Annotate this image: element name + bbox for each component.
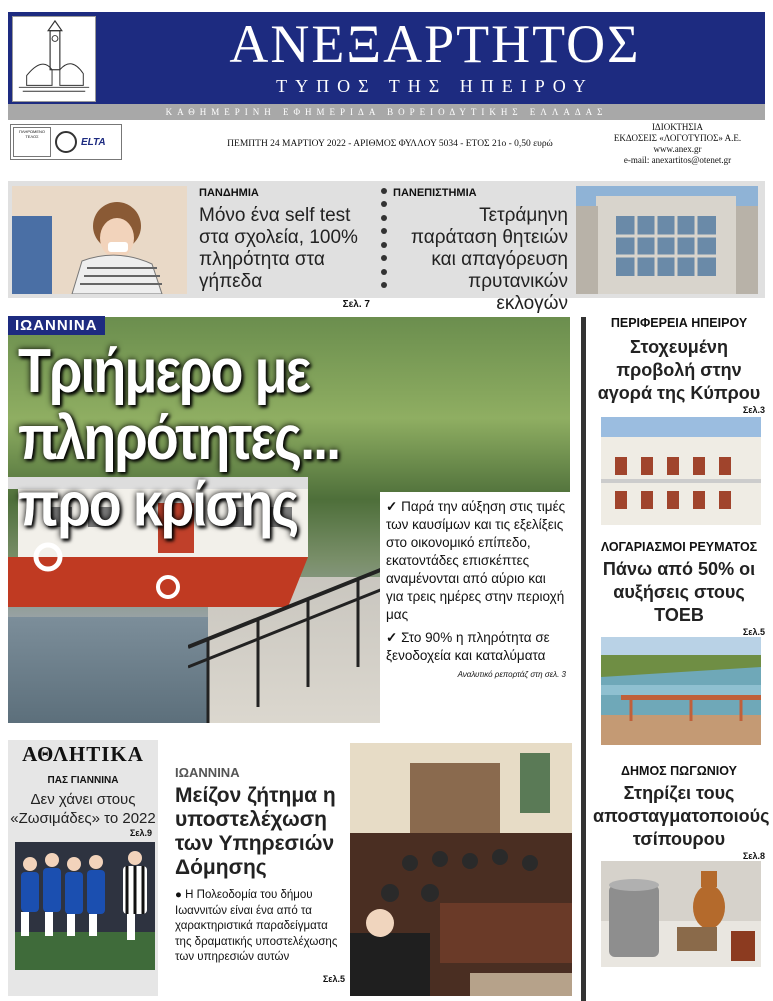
mid-story[interactable]: [175, 765, 345, 984]
masthead-subtitle: ΤΥΠΟΣ ΤΗΣ ΗΠΕΙΡΟΥ: [276, 76, 594, 96]
seal-icon: [55, 131, 77, 153]
sports-kicker: ΠΑΣ ΓΙΑΝΝΙΝΑ: [47, 775, 119, 786]
story-page: Σελ.8: [742, 851, 765, 861]
issue-line: ΠΕΜΠΤΗ 24 ΜΑΡΤΙΟΥ 2022 - ΑΡΙΘΜΟΣ ΦΥΛΛΟΥ 5034 - ΕΤΟΣ 21ο - 0,50 ευρώ: [227, 139, 553, 149]
story-headline: Πάνω από 50% οι αυξήσεις στους ΤΟΕΒ: [602, 559, 756, 625]
right-column: [593, 312, 770, 972]
teaser-kicker: ΠΑΝΔΗΜΙΑ: [199, 187, 259, 199]
mid-story-headline: Μείζον ζήτημα η υποστελέχωση των Υπηρεσιών Δόμησης: [175, 784, 336, 879]
teaser-photo-child-mask: [12, 186, 187, 294]
teaser-page: Σελ. 7: [342, 299, 370, 310]
story-page: Σελ.5: [742, 627, 765, 637]
main-story-bullets: [380, 492, 570, 723]
sports-page: Σελ.9: [129, 828, 152, 838]
report-reference[interactable]: Αναλυτικό ρεπορτάζ στη σελ. 3: [457, 670, 566, 679]
logo: [12, 16, 96, 102]
mid-story-kicker: ΙΩΑΝΝΙΝΑ: [175, 765, 240, 780]
publisher-name: ΕΚΔΟΣΕΙΣ «ΛΟΓΟΤΥΠΟΣ» Α.Ε.: [613, 133, 742, 143]
sports-box[interactable]: [8, 740, 158, 996]
story-headline: Στοχευμένη προβολή στην αγορά της Κύπρου: [597, 337, 761, 403]
council-meeting-photo: [350, 743, 572, 996]
mid-story-body-text: Η Πολεοδομία του δήμου Ιωαννιτών είναι ένα από τα χαρακτηριστικά παραδείγματα της δραματικής υποστελέχωσης των υπηρεσιών αυτών: [175, 889, 338, 963]
teaser-photo-university: [576, 186, 758, 294]
bullet-1-text: Παρά την αύξηση στις τιμές των καυσίμων και τις εξελίξεις στο οικονομικό επίπεδο, εκατοντάδες επισκέπτες αναμένονται από αύριο και για τρεις ημέρες στην περιοχή μας: [386, 499, 566, 622]
email-link[interactable]: e-mail: anexartitos@otenet.gr: [623, 155, 732, 165]
teaser-divider: [381, 188, 387, 288]
regional-building-photo: [601, 417, 761, 525]
column-divider: [581, 317, 586, 1001]
masthead-tagline: ΚΑΘΗΜΕΡΙΝΗ ΕΦΗΜΕΡΙΔΑ ΒΟΡΕΙΟΔΥΤΙΚΗΣ ΕΛΛΑΔΑΣ: [8, 104, 765, 120]
story-headline: Στηρίζει τους αποσταγματοποιούς τσίπουρου: [593, 783, 770, 849]
main-headline-line1: Τριήμερο με πληρότητες...: [18, 336, 340, 473]
teaser-headline: Τετράμηνη παράταση θητειών και απαγόρευση πρυτανικών εκλογών: [410, 205, 568, 314]
river: [8, 617, 208, 723]
owner-label: ΙΔΙΟΚΤΗΣΙΑ: [651, 122, 704, 132]
council-photo: [350, 743, 572, 996]
postal-stamp: ΠΛΗΡΩΜΕΝΟ ΤΕΛΟΣ: [13, 127, 51, 157]
ownership-info: [600, 122, 755, 166]
story-page: Σελ.3: [742, 405, 765, 415]
right-story-3[interactable]: [593, 764, 770, 861]
right-story-1[interactable]: [593, 316, 765, 415]
bullet-2: [386, 629, 566, 665]
right-story-2[interactable]: [593, 540, 765, 637]
masthead-title: ΑΝΕΞΑΡΤΗΤΟΣ: [229, 14, 641, 74]
teaser-1[interactable]: [199, 187, 374, 310]
main-headline-line2: προ κρίσης: [18, 470, 298, 540]
website-link[interactable]: www.anex.gr: [653, 144, 702, 154]
mid-story-page: Σελ.5: [322, 973, 345, 984]
teaser-kicker: ΠΑΝΕΠΙΣΤΗΜΙΑ: [393, 187, 477, 199]
check-icon: ✓: [386, 499, 398, 514]
main-story-tag: ΙΩΑΝΝΙΝΑ: [8, 316, 105, 335]
check-icon: ✓: [386, 630, 398, 645]
landmark-logo-icon: [13, 17, 95, 101]
sports-title: ΑΘΛΗΤΙΚΑ: [22, 742, 144, 766]
elta-logo: ELTA: [81, 136, 106, 148]
football-players-photo: [15, 842, 155, 970]
story-kicker: ΠΕΡΙΦΕΡΕΙΑ ΗΠΕΙΡΟΥ: [610, 316, 748, 330]
railing-icon: [188, 547, 388, 723]
bullet-1: [386, 498, 566, 624]
story-kicker: ΔΗΜΟΣ ΠΩΓΩΝΙΟΥ: [621, 764, 737, 778]
distillery-photo: [601, 861, 761, 967]
bullet-2-text: Στο 90% η πληρότητα σε ξενοδοχεία και καταλύματα: [386, 630, 550, 663]
teaser-2[interactable]: [393, 187, 568, 332]
story-kicker: ΛΟΓΑΡΙΑΣΜΟΙ ΡΕΥΜΑΤΟΣ: [600, 540, 758, 554]
child-photo-icon: [12, 186, 187, 294]
sports-headline: Δεν χάνει στους «Ζωσιμάδες» το 2022: [10, 791, 156, 827]
bullet-dot-icon: ●: [175, 889, 182, 901]
mid-story-body: [175, 888, 345, 966]
teaser-headline: Μόνο ένα self test στα σχολεία, 100% πληρότητα στα γήπεδα: [199, 205, 358, 292]
building-photo-icon: [576, 186, 758, 294]
postal-info: [10, 124, 122, 160]
irrigation-photo: [601, 637, 761, 745]
